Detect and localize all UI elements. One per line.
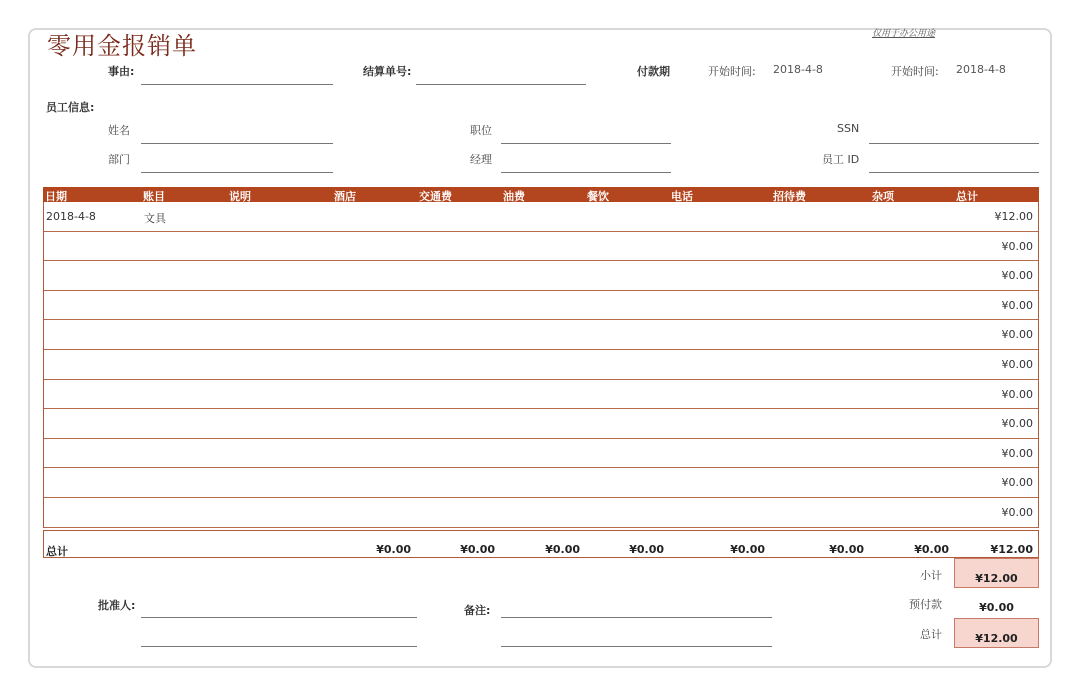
row-account[interactable]: 文具 xyxy=(144,212,166,225)
table-row[interactable] xyxy=(44,439,1038,469)
row-total: ¥0.00 xyxy=(1001,358,1033,371)
row-date[interactable]: 2018-4-8 xyxy=(46,210,96,223)
table-row[interactable] xyxy=(44,291,1038,321)
totals-row xyxy=(43,531,1039,558)
employee-id-field[interactable] xyxy=(869,172,1039,173)
start-label-1: 开始时间: xyxy=(708,65,756,78)
table-row[interactable] xyxy=(44,202,1038,232)
approver-field-2[interactable] xyxy=(141,646,417,647)
remarks-field[interactable] xyxy=(501,617,772,618)
approver-label: 批准人: xyxy=(98,599,136,612)
col-entertain: 招待费 xyxy=(773,190,806,203)
row-total: ¥0.00 xyxy=(1001,476,1033,490)
col-fuel: 油费 xyxy=(503,190,525,203)
col-total: 总计 xyxy=(956,190,978,203)
approver-field[interactable] xyxy=(141,617,417,618)
subtotal-value: ¥12.00 xyxy=(975,572,1018,585)
grand-total-label: 总计 xyxy=(920,628,942,641)
ssn-label: SSN xyxy=(837,122,860,135)
employee-id-label: 员工 ID xyxy=(822,153,860,166)
subtotal-label: 小计 xyxy=(920,569,942,582)
page-title: 零用金报销单 xyxy=(47,32,197,60)
start-value-1[interactable]: 2018-4-8 xyxy=(773,63,823,76)
row-total: ¥0.00 xyxy=(1001,417,1033,431)
table-row[interactable] xyxy=(44,350,1038,380)
col-hotel: 酒店 xyxy=(334,190,356,203)
office-use-note: 仅用于办公用途 xyxy=(872,29,936,39)
row-total: ¥0.00 xyxy=(1001,328,1033,342)
advance-label: 预付款 xyxy=(909,598,942,611)
row-total: ¥12.00 xyxy=(994,210,1033,223)
position-field[interactable] xyxy=(501,143,671,144)
total-hotel: ¥0.00 xyxy=(376,543,411,556)
col-date: 日期 xyxy=(45,190,67,203)
total-transport: ¥0.00 xyxy=(460,543,495,556)
reason-label: 事由: xyxy=(108,65,135,78)
advance-box[interactable] xyxy=(954,588,1039,618)
row-total: ¥0.00 xyxy=(1001,239,1033,253)
table-row[interactable] xyxy=(44,498,1038,528)
col-account: 账目 xyxy=(143,190,165,203)
total-entertain: ¥0.00 xyxy=(730,543,765,556)
col-desc: 说明 xyxy=(229,190,251,203)
pay-period-label: 付款期 xyxy=(637,65,670,78)
total-meals: ¥0.00 xyxy=(629,543,664,556)
start-label-2: 开始时间: xyxy=(891,65,939,78)
remarks-label: 备注: xyxy=(464,604,491,617)
advance-value: ¥0.00 xyxy=(979,601,1014,614)
dept-label: 部门 xyxy=(108,153,130,166)
col-misc: 杂项 xyxy=(872,190,894,203)
table-row[interactable] xyxy=(44,468,1038,498)
start-value-2[interactable]: 2018-4-8 xyxy=(956,63,1006,76)
totals-label: 总计 xyxy=(46,545,68,558)
employee-section-label: 员工信息: xyxy=(46,101,95,114)
ssn-field[interactable] xyxy=(869,143,1039,144)
total-misc: ¥0.00 xyxy=(829,543,864,556)
name-label: 姓名 xyxy=(108,124,130,137)
reason-field[interactable] xyxy=(141,84,333,85)
grand-total-box xyxy=(954,618,1039,648)
remarks-field-2[interactable] xyxy=(501,646,772,647)
manager-field[interactable] xyxy=(501,172,671,173)
col-transport: 交通费 xyxy=(419,190,452,203)
col-phone: 电话 xyxy=(671,190,693,203)
settle-no-label: 结算单号: xyxy=(363,65,412,78)
row-total: ¥0.00 xyxy=(1001,506,1033,519)
dept-field[interactable] xyxy=(141,172,333,173)
row-total: ¥0.00 xyxy=(1001,387,1033,401)
position-label: 职位 xyxy=(470,124,492,137)
table-row[interactable] xyxy=(44,409,1038,439)
expense-table-body xyxy=(43,202,1039,528)
row-total: ¥0.00 xyxy=(1001,446,1033,460)
table-row[interactable] xyxy=(44,232,1038,262)
expense-table-header xyxy=(43,187,1039,202)
row-total: ¥0.00 xyxy=(1001,269,1033,283)
total-grand: ¥12.00 xyxy=(990,543,1033,556)
table-row[interactable] xyxy=(44,261,1038,291)
row-total: ¥0.00 xyxy=(1001,298,1033,312)
total-misc-2: ¥0.00 xyxy=(914,543,949,556)
total-fuel: ¥0.00 xyxy=(545,543,580,556)
manager-label: 经理 xyxy=(470,153,492,166)
col-meals: 餐饮 xyxy=(587,190,609,203)
settle-no-field[interactable] xyxy=(416,84,586,85)
name-field[interactable] xyxy=(141,143,333,144)
table-row[interactable] xyxy=(44,320,1038,350)
table-row[interactable] xyxy=(44,380,1038,410)
subtotal-box xyxy=(954,558,1039,588)
grand-total-value: ¥12.00 xyxy=(975,632,1018,645)
